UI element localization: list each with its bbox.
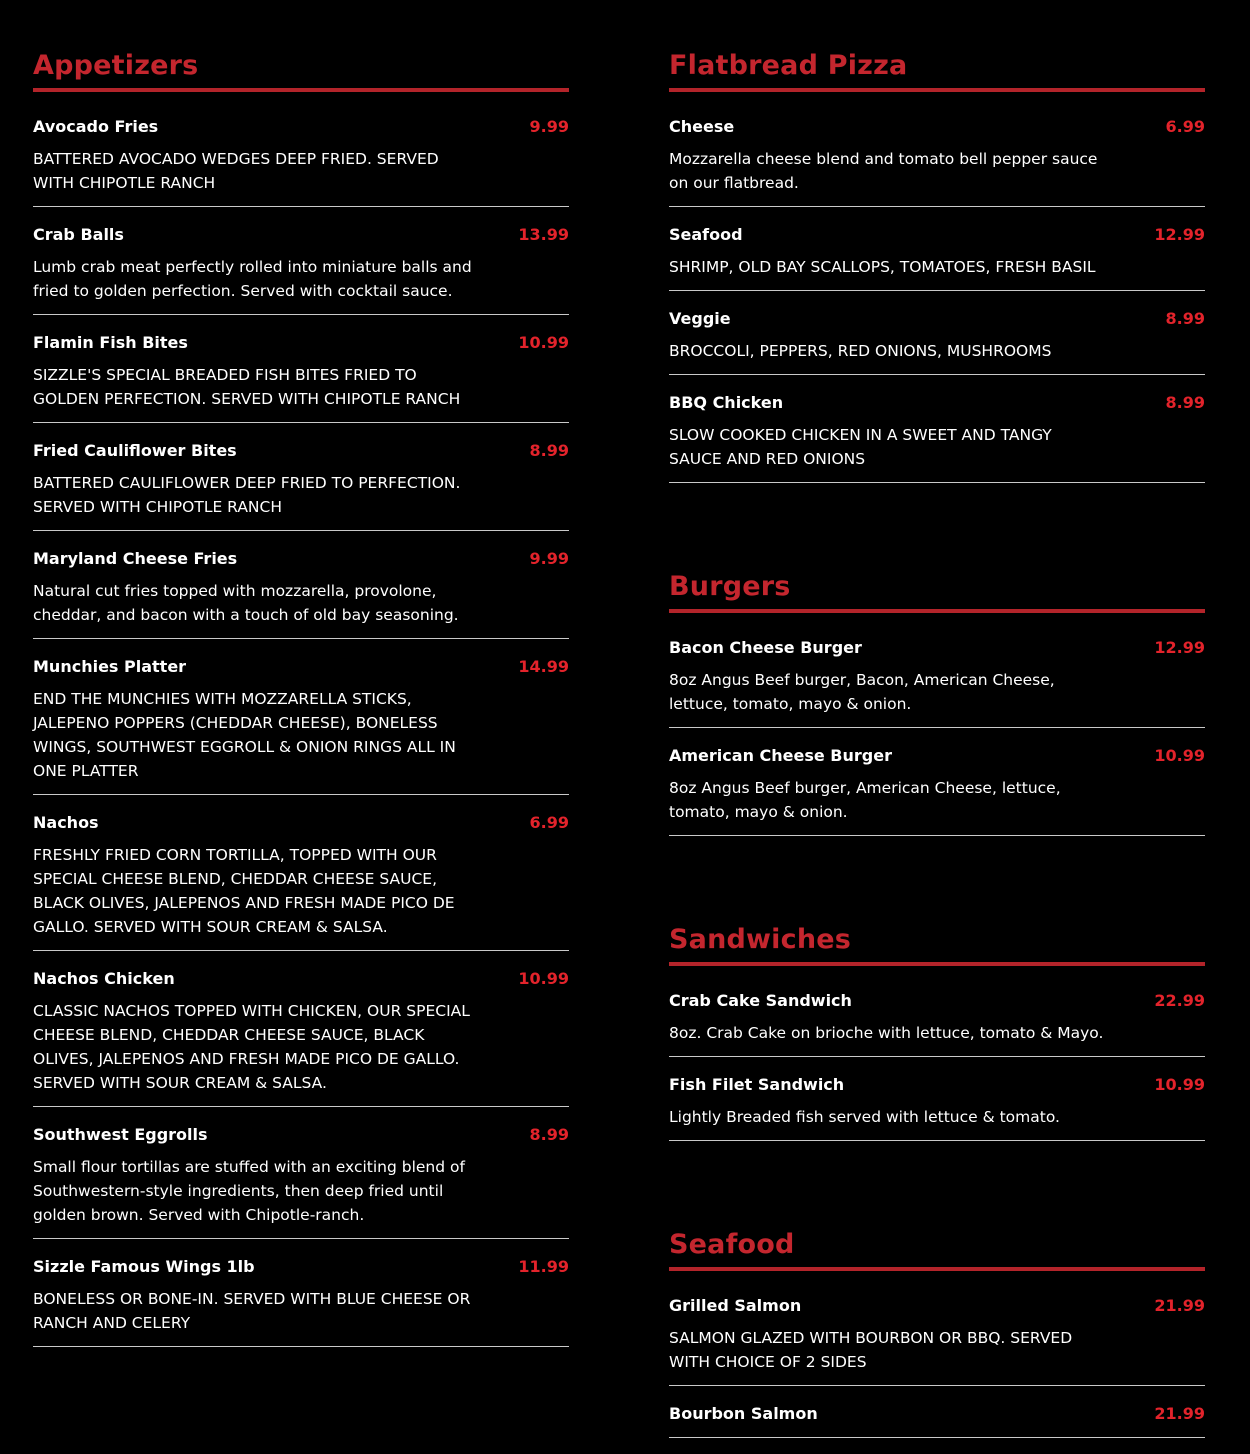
menu-item-name: Nachos Chicken	[33, 969, 175, 988]
menu-item-header	[669, 223, 1205, 247]
menu-item-description: BONELESS OR BONE-IN. SERVED WITH BLUE CHEESE OR RANCH AND CELERY	[33, 1290, 471, 1332]
menu-item-name: Crab Balls	[33, 225, 124, 244]
menu-item-name: Munchies Platter	[33, 657, 187, 676]
section-divider	[33, 88, 569, 92]
menu-item-name: Seafood	[669, 225, 743, 244]
section-divider	[669, 609, 1205, 613]
menu-section-flatbread-pizza	[669, 0, 1205, 483]
menu-item-description: BROCCOLI, PEPPERS, RED ONIONS, MUSHROOMS	[669, 342, 1052, 360]
menu-item-name: Grilled Salmon	[669, 1296, 802, 1315]
menu-item-header	[33, 655, 569, 679]
menu-item-header	[669, 1294, 1205, 1318]
menu-item-description: FRESHLY FRIED CORN TORTILLA, TOPPED WITH OUR SPECIAL CHEESE BLEND, CHEDDAR CHEESE SAUCE, BLACK OLIVES, JALEPENOS AND FRESH MADE PICO DE GALLO. SERVED WITH SOUR CREAM & SALSA.	[33, 846, 455, 936]
menu-item-price: 10.99	[1154, 1075, 1205, 1094]
menu-item-price: 21.99	[1154, 1296, 1205, 1315]
menu-item-price: 13.99	[518, 225, 569, 244]
menu-item-description: Natural cut fries topped with mozzarella, provolone, cheddar, and bacon with a touch of old bay seasoning.	[33, 582, 459, 624]
menu-item	[33, 1123, 569, 1239]
menu-item-price: 8.99	[1165, 309, 1205, 328]
menu-item-description: 8oz Angus Beef burger, Bacon, American Cheese, lettuce, tomato, mayo & onion.	[669, 671, 1055, 713]
menu-item	[669, 1294, 1205, 1386]
menu-item-description: BATTERED CAULIFLOWER DEEP FRIED TO PERFECTION. SERVED WITH CHIPOTLE RANCH	[33, 474, 461, 516]
menu-item	[669, 115, 1205, 207]
menu-item	[669, 989, 1205, 1057]
menu-item-price: 12.99	[1154, 638, 1205, 657]
menu-item-price: 9.99	[529, 549, 569, 568]
menu-section-appetizers	[33, 0, 569, 1347]
menu-item-price: 14.99	[518, 657, 569, 676]
menu-item-description: Small flour tortillas are stuffed with an exciting blend of Southwestern-style ingredients, then deep fried until golden brown. Served with Chipotle-ranch.	[33, 1158, 465, 1224]
menu-item-price: 8.99	[529, 441, 569, 460]
menu-item-header	[669, 307, 1205, 331]
menu-column-left	[33, 0, 569, 1363]
section-divider	[669, 1267, 1205, 1271]
menu-item-price: 21.99	[1154, 1404, 1205, 1423]
menu-item-description: END THE MUNCHIES WITH MOZZARELLA STICKS, JALEPENO POPPERS (CHEDDAR CHEESE), BONELESS WINGS, SOUTHWEST EGGROLL & ONION RINGS ALL IN ONE PLATTER	[33, 690, 456, 780]
menu-item-description: Mozzarella cheese blend and tomato bell pepper sauce on our flatbread.	[669, 150, 1098, 192]
section-title: Burgers	[669, 571, 791, 602]
menu-item-price: 9.99	[529, 117, 569, 136]
menu-item-description: SIZZLE'S SPECIAL BREADED FISH BITES FRIED TO GOLDEN PERFECTION. SERVED WITH CHIPOTLE RANCH	[33, 366, 461, 408]
menu-item-name: Maryland Cheese Fries	[33, 549, 238, 568]
menu-item-price: 11.99	[518, 1257, 569, 1276]
menu-item-header	[33, 967, 569, 991]
menu-item	[33, 115, 569, 207]
menu-item-name: Veggie	[669, 309, 731, 328]
menu-item-header	[33, 547, 569, 571]
menu-item-description: SHRIMP, OLD BAY SCALLOPS, TOMATOES, FRESH BASIL	[669, 258, 1096, 276]
menu-column-right	[669, 0, 1205, 1454]
menu-item-header	[669, 115, 1205, 139]
menu-item-header	[33, 811, 569, 835]
menu-item	[33, 439, 569, 531]
menu-item-price: 6.99	[1165, 117, 1205, 136]
menu-section-seafood	[669, 1157, 1205, 1438]
menu-item-header	[33, 331, 569, 355]
menu-item	[33, 331, 569, 423]
menu-item	[669, 223, 1205, 291]
section-divider	[669, 962, 1205, 966]
menu-item	[33, 1255, 569, 1347]
menu-item-price: 8.99	[529, 1125, 569, 1144]
section-title: Appetizers	[33, 50, 199, 81]
section-title: Seafood	[669, 1229, 795, 1260]
menu-item-name: Southwest Eggrolls	[33, 1125, 208, 1144]
section-title: Flatbread Pizza	[669, 50, 908, 81]
menu-item-name: Avocado Fries	[33, 117, 159, 136]
menu-item-header	[669, 1402, 1205, 1426]
menu-item-description: CLASSIC NACHOS TOPPED WITH CHICKEN, OUR SPECIAL CHEESE BLEND, CHEDDAR CHEESE SAUCE, BLACK OLIVES, JALEPENOS AND FRESH MADE PICO DE GALLO. SERVED WITH SOUR CREAM & SALSA.	[33, 1002, 470, 1092]
menu-item-header	[33, 1123, 569, 1147]
menu-item-header	[33, 115, 569, 139]
menu-item-header	[669, 1073, 1205, 1097]
menu-item	[669, 391, 1205, 483]
menu-item	[669, 1402, 1205, 1438]
menu-item-header	[669, 744, 1205, 768]
menu-item-description: SLOW COOKED CHICKEN IN A SWEET AND TANGY SAUCE AND RED ONIONS	[669, 426, 1052, 468]
menu-item-name: Crab Cake Sandwich	[669, 991, 852, 1010]
menu-item-name: Sizzle Famous Wings 1lb	[33, 1257, 255, 1276]
menu-item-name: Bacon Cheese Burger	[669, 638, 862, 657]
menu-item-name: Flamin Fish Bites	[33, 333, 188, 352]
menu-item-price: 12.99	[1154, 225, 1205, 244]
menu-item-header	[669, 989, 1205, 1013]
section-title: Sandwiches	[669, 924, 852, 955]
menu-item	[33, 967, 569, 1107]
menu-item-header	[33, 1255, 569, 1279]
menu-item-name: American Cheese Burger	[669, 746, 892, 765]
menu-item-header	[33, 439, 569, 463]
menu-section-sandwiches	[669, 852, 1205, 1141]
menu-item-price: 10.99	[518, 333, 569, 352]
menu-item-name: Bourbon Salmon	[669, 1404, 818, 1423]
menu-item	[669, 1073, 1205, 1141]
menu-item-description: Lightly Breaded fish served with lettuce & tomato.	[669, 1108, 1060, 1126]
menu-item-description: BATTERED AVOCADO WEDGES DEEP FRIED. SERVED WITH CHIPOTLE RANCH	[33, 150, 439, 192]
menu-item-description: 8oz Angus Beef burger, American Cheese, lettuce, tomato, mayo & onion.	[669, 779, 1061, 821]
menu-item	[669, 307, 1205, 375]
menu-item	[33, 223, 569, 315]
menu-item-price: 6.99	[529, 813, 569, 832]
menu-item-name: Fried Cauliflower Bites	[33, 441, 237, 460]
menu-section-burgers	[669, 499, 1205, 836]
menu-item-description: 8oz. Crab Cake on brioche with lettuce, tomato & Mayo.	[669, 1024, 1104, 1042]
menu-item-name: BBQ Chicken	[669, 393, 784, 412]
menu-item-name: Nachos	[33, 813, 99, 832]
menu-item-header	[669, 391, 1205, 415]
menu-item-name: Cheese	[669, 117, 735, 136]
menu-item-price: 10.99	[1154, 746, 1205, 765]
menu-item-price: 10.99	[518, 969, 569, 988]
section-divider	[669, 88, 1205, 92]
menu-item	[33, 655, 569, 795]
menu-item	[33, 811, 569, 951]
menu-item-name: Fish Filet Sandwich	[669, 1075, 845, 1094]
menu-item-header	[33, 223, 569, 247]
menu-item	[669, 636, 1205, 728]
menu-item-header	[669, 636, 1205, 660]
menu-item-description: Lumb crab meat perfectly rolled into miniature balls and fried to golden perfection. Served with cocktail sauce.	[33, 258, 472, 300]
menu-item-description: SALMON GLAZED WITH BOURBON OR BBQ. SERVED WITH CHOICE OF 2 SIDES	[669, 1329, 1073, 1371]
menu-item-price: 22.99	[1154, 991, 1205, 1010]
menu-item-price: 8.99	[1165, 393, 1205, 412]
menu-item	[33, 547, 569, 639]
menu-item	[669, 744, 1205, 836]
